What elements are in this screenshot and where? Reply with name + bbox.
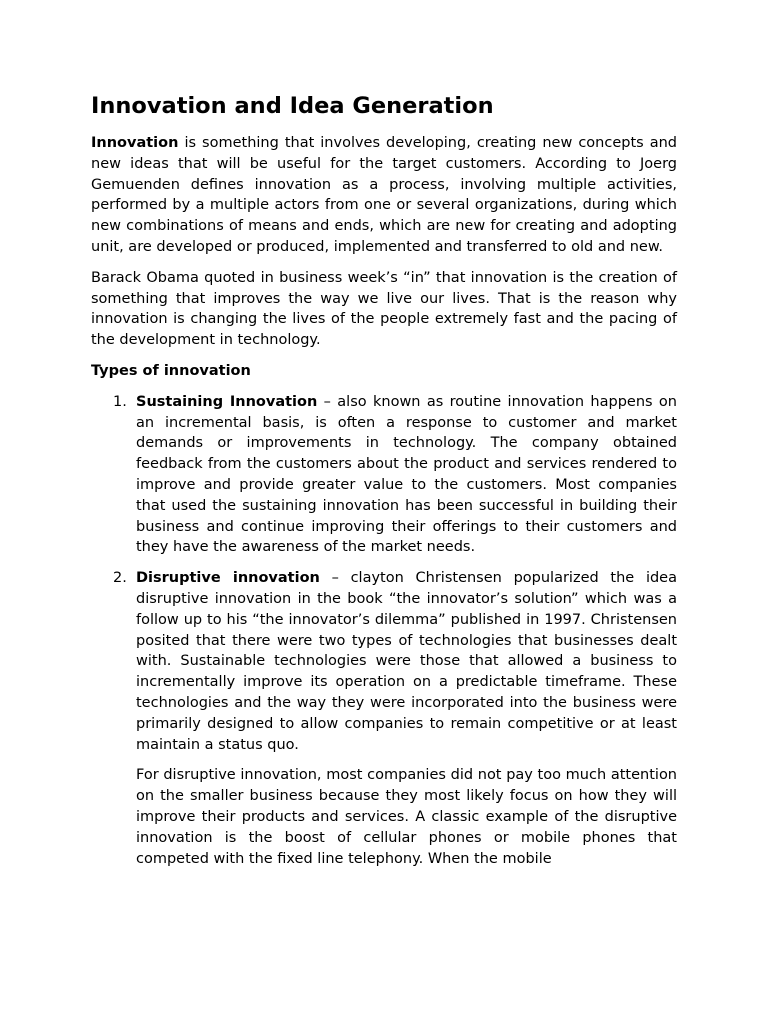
list-number: 1.: [113, 393, 127, 410]
list-item-text: [136, 568, 677, 755]
obama-paragraph: Barack Obama quoted in business week’s “in” that innovation is the creation of something that improves the way we live our lives. That is the reason why innovation is changing the lives of the people extremely fast and the pacing of the development in technology.: [91, 269, 677, 349]
intro-paragraph: [91, 133, 677, 258]
document-content: [91, 91, 677, 879]
list-item-sustaining: [91, 392, 677, 558]
list-item-disruptive: [91, 568, 677, 755]
types-heading: Types of innovation: [91, 362, 251, 379]
list-number: 2.: [113, 570, 127, 587]
list-item-body: – also known as routine innovation happens on an incremental basis, is often a response to customer and market demands or improvements in technology. The company obtained feedback from the customers about the product and services rendered to improve and provide greater value to the customers. Most companies that used the sustaining innovation has been successful in building their business and continue improving their offerings to their customers and they have the awareness of the market needs.: [136, 393, 677, 556]
intro-bold-lead: Innovation: [91, 135, 179, 151]
continuation-paragraph: For disruptive innovation, most companies did not pay too much attention on the smaller business because they most likely focus on how they will improve their products and services. A classic example of the disruptive innovation is the boost of cellular phones or mobile phones that competed with the fixed line telephony. When the mobile: [136, 767, 677, 867]
page-title: Innovation and Idea Generation: [91, 93, 494, 119]
list-item-text: [136, 392, 677, 558]
list-item-body: – clayton Christensen popularized the idea disruptive innovation in the book “the innovator’s solution” which was a follow up to his “the innovator’s dilemma” published in 1997. Christensen posited that there were two types of technologies that businesses dealt with. Sustainable technologies were those that allowed a business to incrementally improve its operation on a predictable timeframe. These technologies and the way they were incorporated into the business were primarily designed to allow companies to remain competitive or at least maintain a status quo.: [136, 570, 677, 753]
list-item-bold-lead: Sustaining Innovation: [136, 393, 318, 410]
intro-text: is something that involves developing, creating new concepts and new ideas that will be useful for the target customers. According to Joerg Gemuenden defines innovation as a process, involving multiple activities, performed by a multiple actors from one or several organizations, during which new combinations of means and ends, which are new for creating and adopting unit, are developed or produced, implemented and transferred to old and new.: [91, 135, 677, 255]
list-item-bold-lead: Disruptive innovation: [136, 570, 320, 587]
